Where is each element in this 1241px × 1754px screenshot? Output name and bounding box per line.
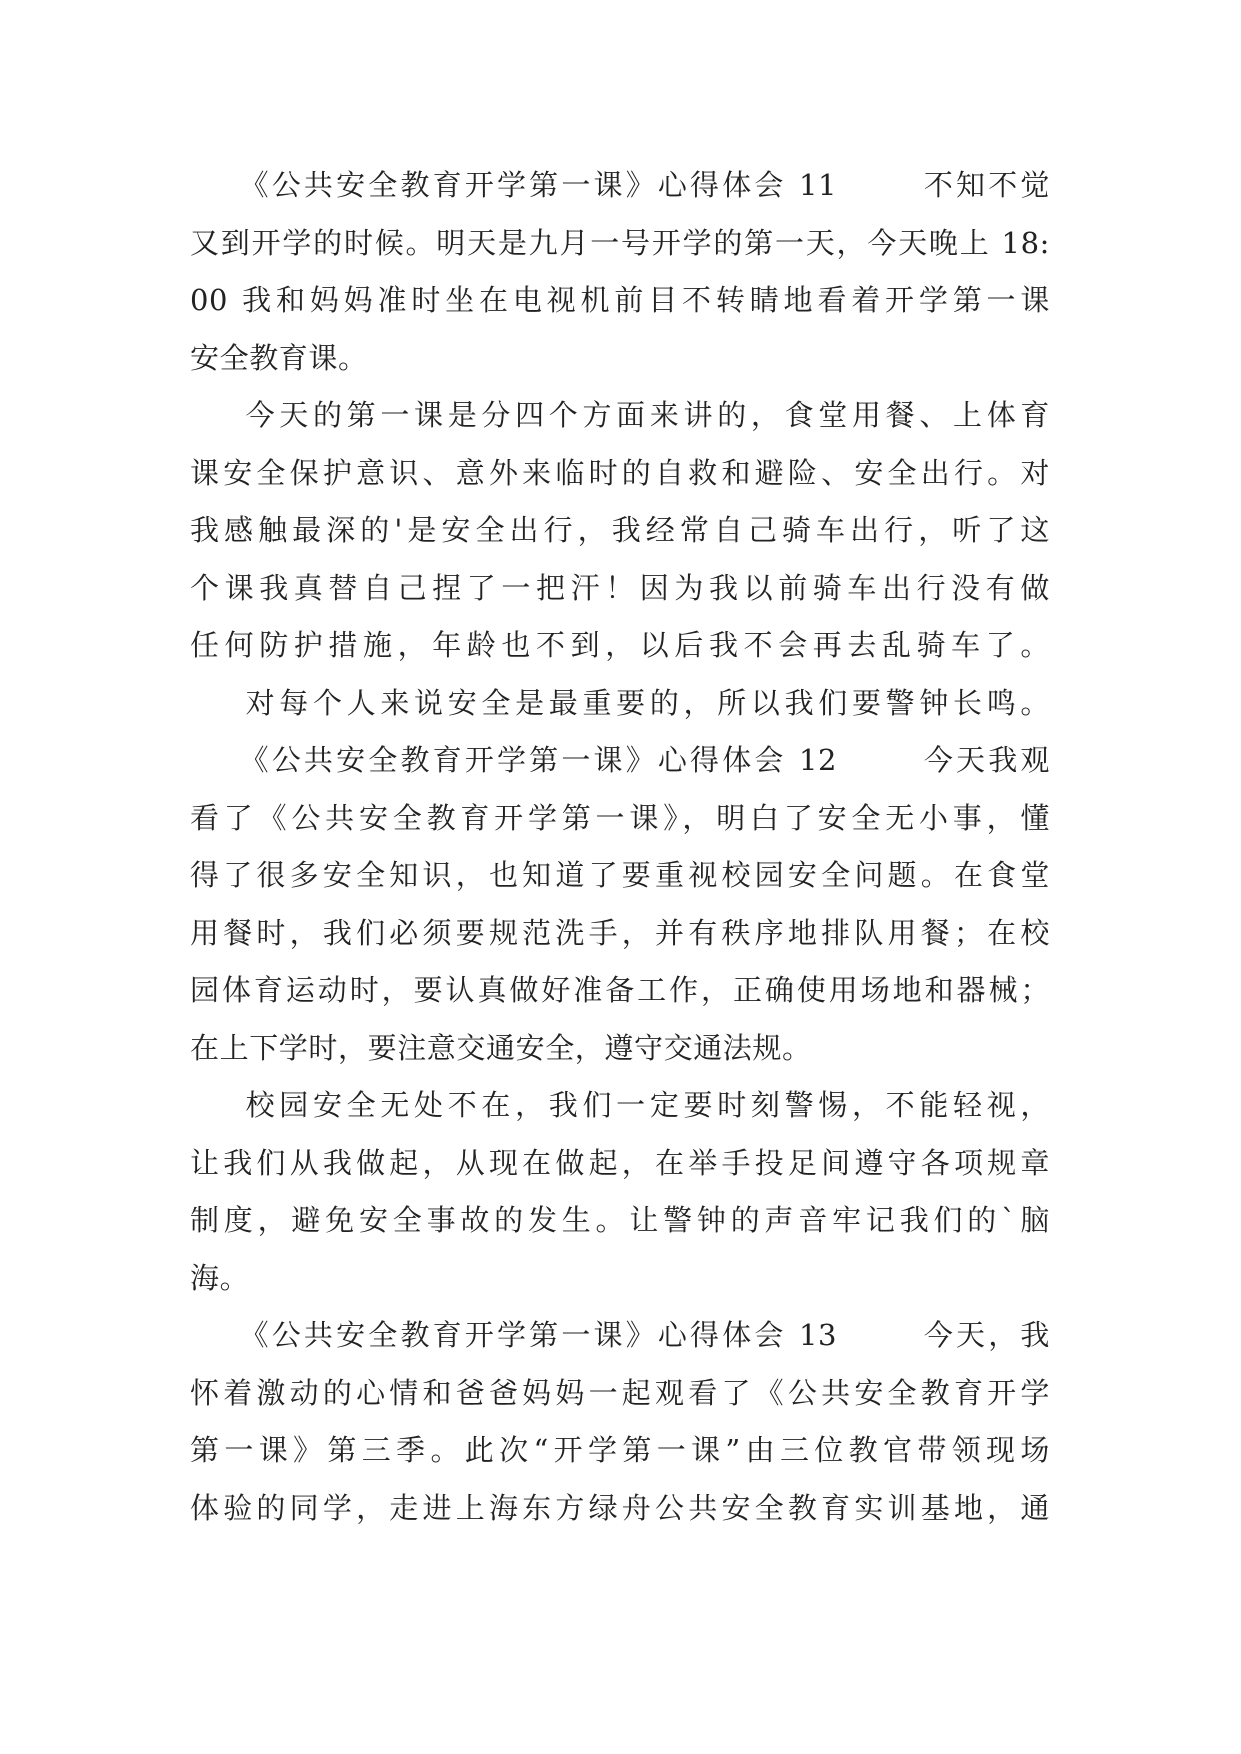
text-line-10: 对每个人来说安全是最重要的，所以我们要警钟长鸣。 — [190, 685, 1050, 720]
text-line-18: 让我们从我做起，从现在做起，在举手投足间遵守各项规章 — [190, 1145, 1050, 1180]
text-line-22: 怀着激动的心情和爸爸妈妈一起观看了《公共安全教育开学 — [190, 1375, 1050, 1410]
text-line-9: 任何防护措施，年龄也不到，以后我不会再去乱骑车了。 — [190, 628, 1050, 662]
text-line-24: 体验的同学，走进上海东方绿舟公共安全教育实训基地，通 — [190, 1490, 1050, 1525]
text-line-13: 得了很多安全知识，也知道了要重视校园安全问题。在食堂 — [190, 858, 1050, 892]
text-line-20: 海。 — [190, 1260, 250, 1295]
text-line-21: 《公共安全教育开学第一课》心得体会 13 今天，我 — [190, 1318, 1050, 1352]
text-line-16: 在上下学时，要注意交通安全，遵守交通法规。 — [190, 1030, 812, 1065]
text-line-12: 看了《公共安全教育开学第一课》，明白了安全无小事，懂 — [190, 800, 1050, 835]
text-line-14: 用餐时，我们必须要规范洗手，并有秩序地排队用餐；在校 — [190, 915, 1050, 950]
text-line-17: 校园安全无处不在，我们一定要时刻警惕，不能轻视， — [190, 1088, 1050, 1122]
text-line-7: 我感触最深的'是安全出行，我经常自己骑车出行，听了这 — [190, 513, 1050, 547]
text-line-1: 《公共安全教育开学第一课》心得体会 11 不知不觉 — [190, 168, 1050, 202]
text-line-11: 《公共安全教育开学第一课》心得体会 12 今天我观 — [190, 743, 1050, 777]
text-line-2: 又到开学的时候。明天是九月一号开学的第一天，今天晚上 18: — [190, 225, 1050, 260]
text-line-5: 今天的第一课是分四个方面来讲的，食堂用餐、上体育 — [190, 398, 1050, 432]
document-body — [190, 157, 1050, 1537]
text-line-8: 个课我真替自己捏了一把汗！因为我以前骑车出行没有做 — [190, 570, 1050, 605]
text-line-19: 制度，避免安全事故的发生。让警钟的声音牢记我们的`脑 — [190, 1203, 1050, 1237]
text-line-6: 课安全保护意识、意外来临时的自救和避险、安全出行。对 — [190, 455, 1050, 490]
text-line-23: 第一课》第三季。此次“开学第一课”由三位教官带领现场 — [190, 1433, 1050, 1467]
text-line-4: 安全教育课。 — [190, 340, 368, 375]
text-line-15: 园体育运动时，要认真做好准备工作，正确使用场地和器械； — [190, 973, 1050, 1007]
text-line-3: 00 我和妈妈准时坐在电视机前目不转睛地看着开学第一课 — [190, 283, 1050, 317]
